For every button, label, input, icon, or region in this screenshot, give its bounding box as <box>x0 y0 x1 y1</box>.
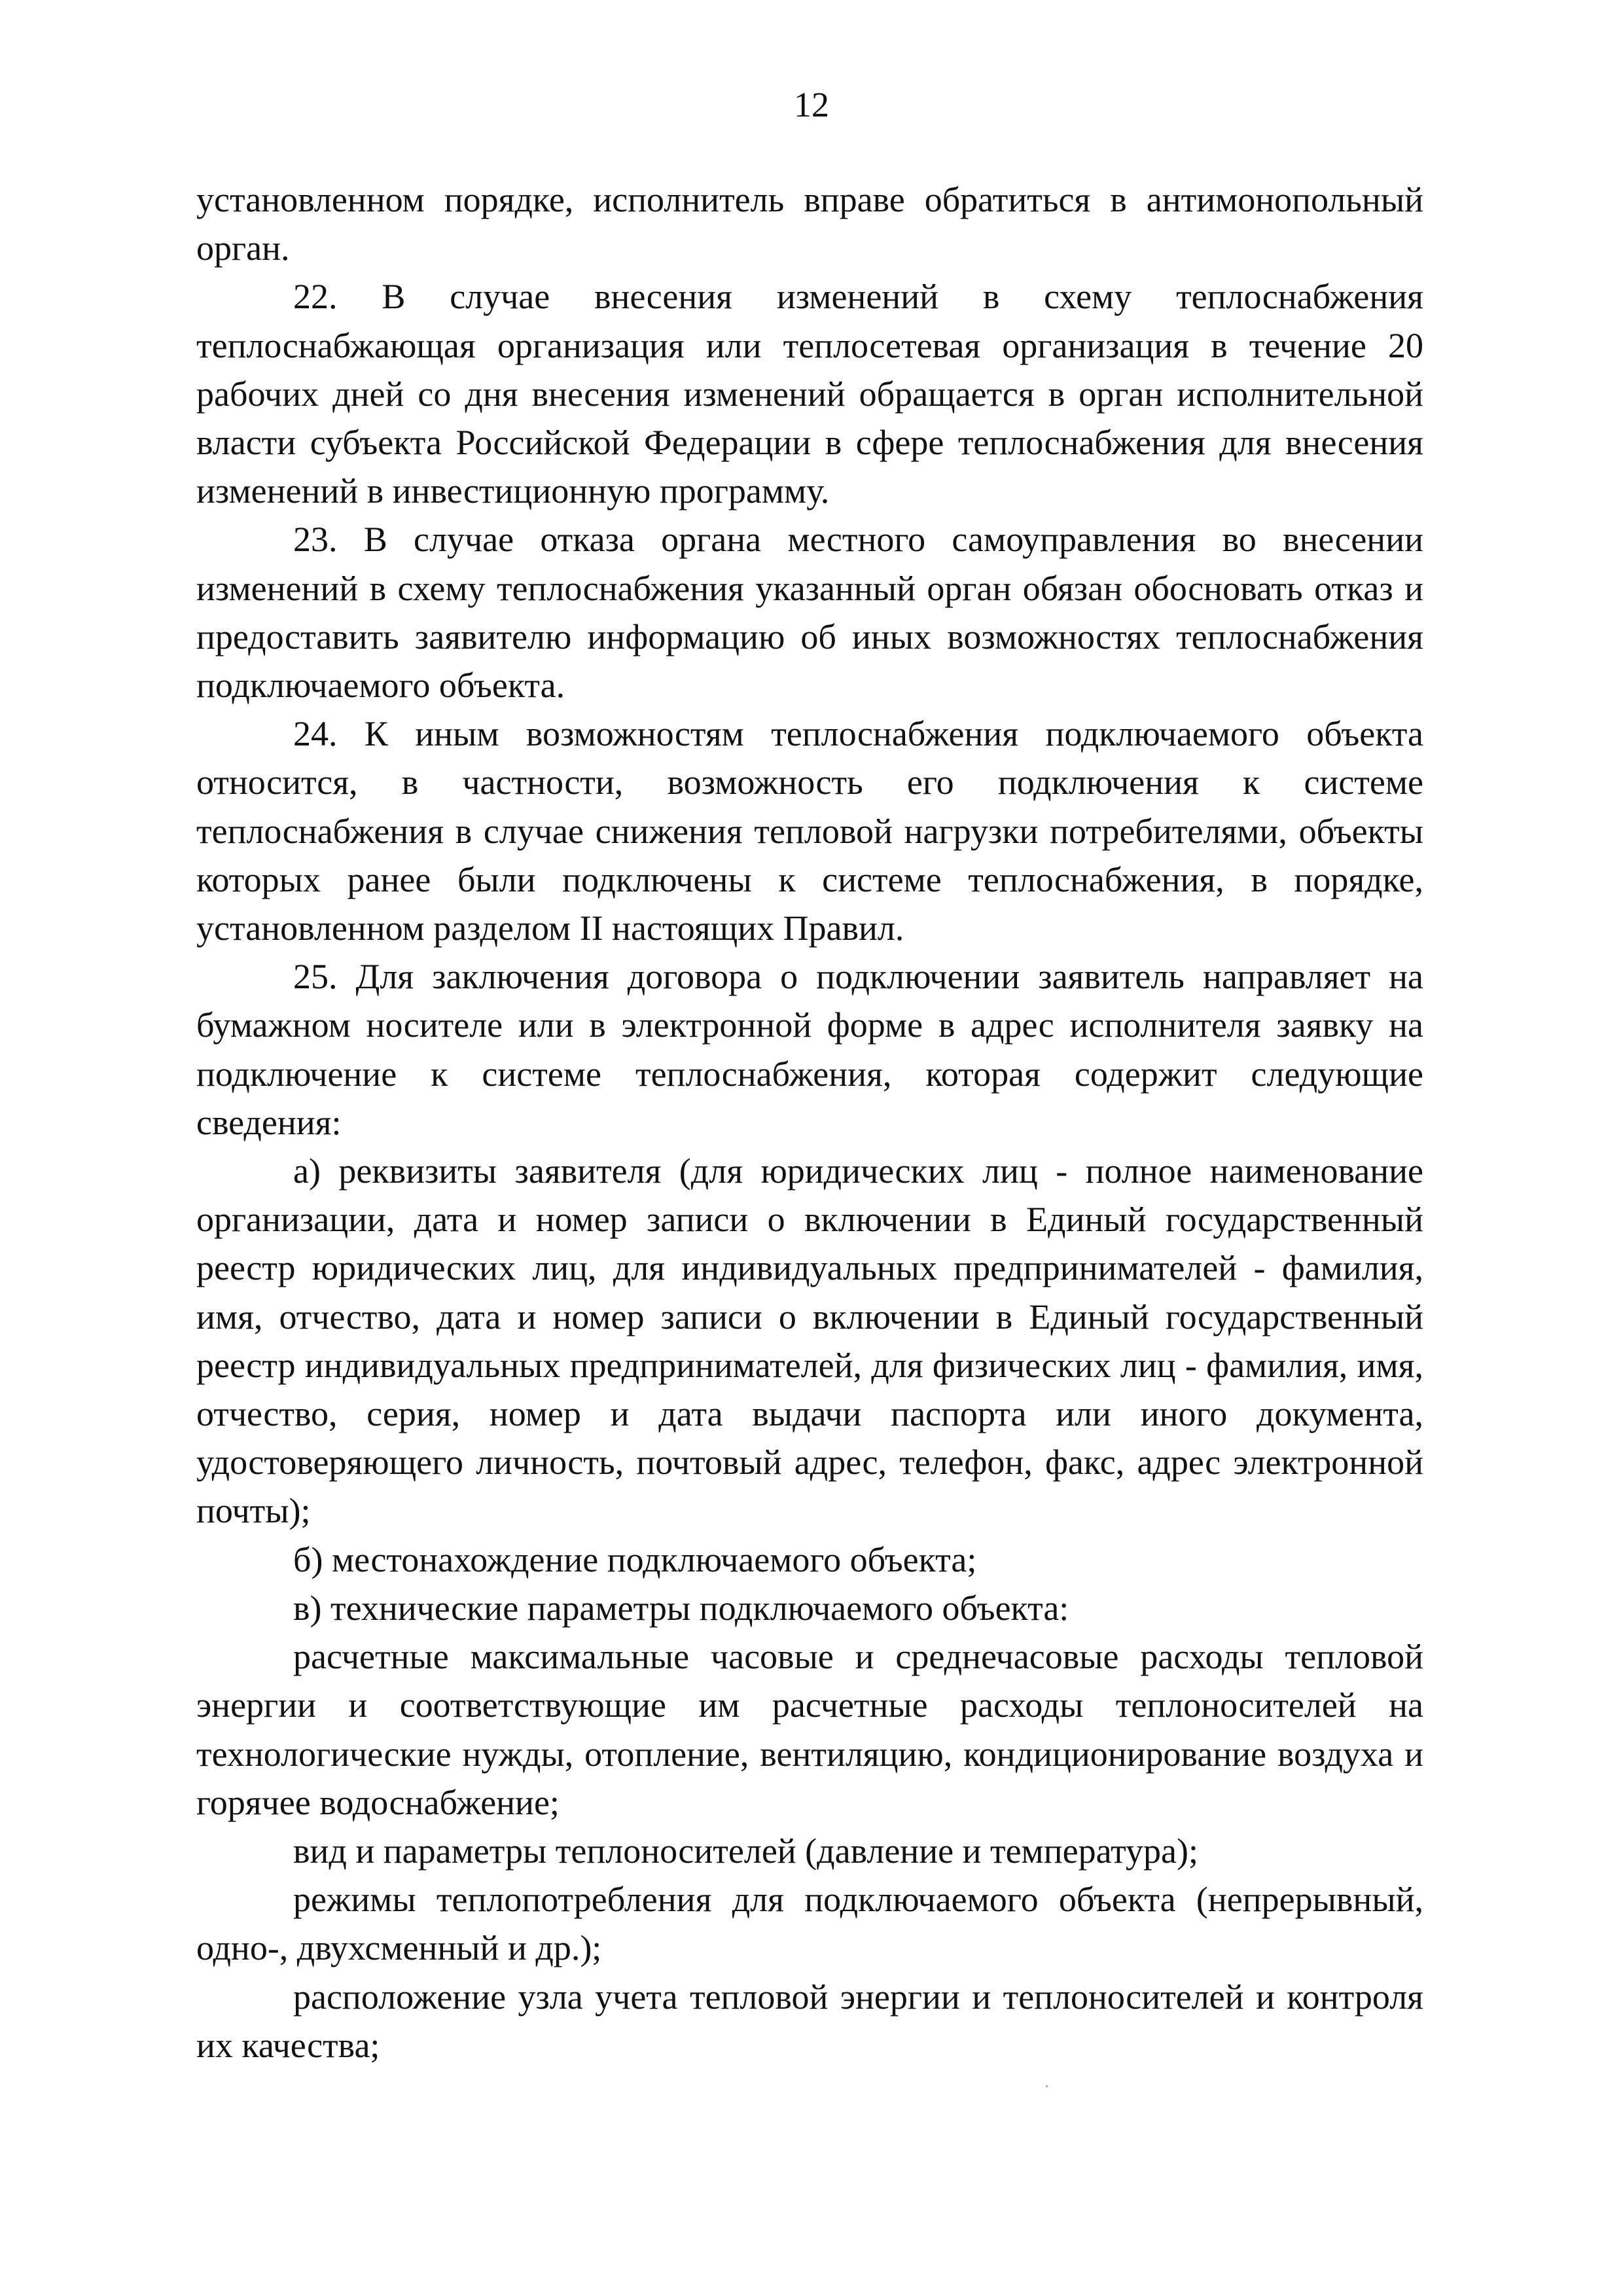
paragraph-clause-22: 22. В случае внесения изменений в схему теплоснабжения теплоснабжающая организация или теплосетевая организация в течение 20 рабочих дней со дня внесения изменений обращается в орган исполнительной власти субъекта Российской Федерации в сфере теплоснабжения для внесения изменений в инвестиционную программу. <box>196 277 1423 511</box>
paragraph-clause-23: 23. В случае отказа органа местного самоуправления во внесении изменений в схему теплоснабжения указанный орган обязан обосновать отказ и предоставить заявителю информацию об иных возможностях теплоснабжения подключаемого объекта. <box>196 520 1423 706</box>
paragraph-clause-24: 24. К иным возможностям теплоснабжения подключаемого объекта относится, в частности, возможность его подключения к системе теплоснабжения в случае снижения тепловой нагрузки потребителями, объекты которых ранее были подключены к системе теплоснабжения, в порядке, установленном разделом II настоящих Правил. <box>196 714 1423 948</box>
paragraph-item-a: а) реквизиты заявителя (для юридических лиц - полное наименование организации, дата и номер записи о включении в Единый государственный реестр юридических лиц, для индивидуальных предпринимателей - фамилия, имя, отчество, дата и номер записи о включении в Единый государственный реестр индивидуальных предпринимателей, для физических лиц - фамилия, имя, отчество, серия, номер и дата выдачи паспорта или иного документа, удостоверяющего личность, почтовый адрес, телефон, факс, адрес электронной почты); <box>196 1151 1423 1531</box>
document-body <box>196 175 1423 2070</box>
paragraph-coolant-params: вид и параметры теплоносителей (давление и температура); <box>293 1831 1198 1871</box>
paragraph-continuation: установленном порядке, исполнитель вправе обратиться в антимонопольный орган. <box>196 180 1423 268</box>
paragraph-item-v: в) технические параметры подключаемого объекта: <box>293 1588 1069 1628</box>
paragraph-metering-location: расположение узла учета тепловой энергии и теплоносителей и контроля их качества; <box>196 1977 1423 2065</box>
page-number: 12 <box>794 85 829 124</box>
paragraph-consumption-modes: режимы теплопотребления для подключаемого объекта (непрерывный, одно-, двухсменный и др.); <box>196 1880 1423 1968</box>
paragraph-clause-25: 25. Для заключения договора о подключении заявитель направляет на бумажном носителе или в электронной форме в адрес исполнителя заявку на подключение к системе теплоснабжения, которая содержит следующие сведения: <box>196 957 1423 1142</box>
scan-artifact-dot <box>1046 2085 1048 2087</box>
paragraph-item-b: б) местонахождение подключаемого объекта; <box>293 1539 977 1579</box>
paragraph-heat-consumption: расчетные максимальные часовые и среднечасовые расходы тепловой энергии и соответствующие им расчетные расходы теплоносителей на технологические нужды, отопление, вентиляцию, кондиционирование воздуха и горячее водоснабжение; <box>196 1637 1423 1822</box>
